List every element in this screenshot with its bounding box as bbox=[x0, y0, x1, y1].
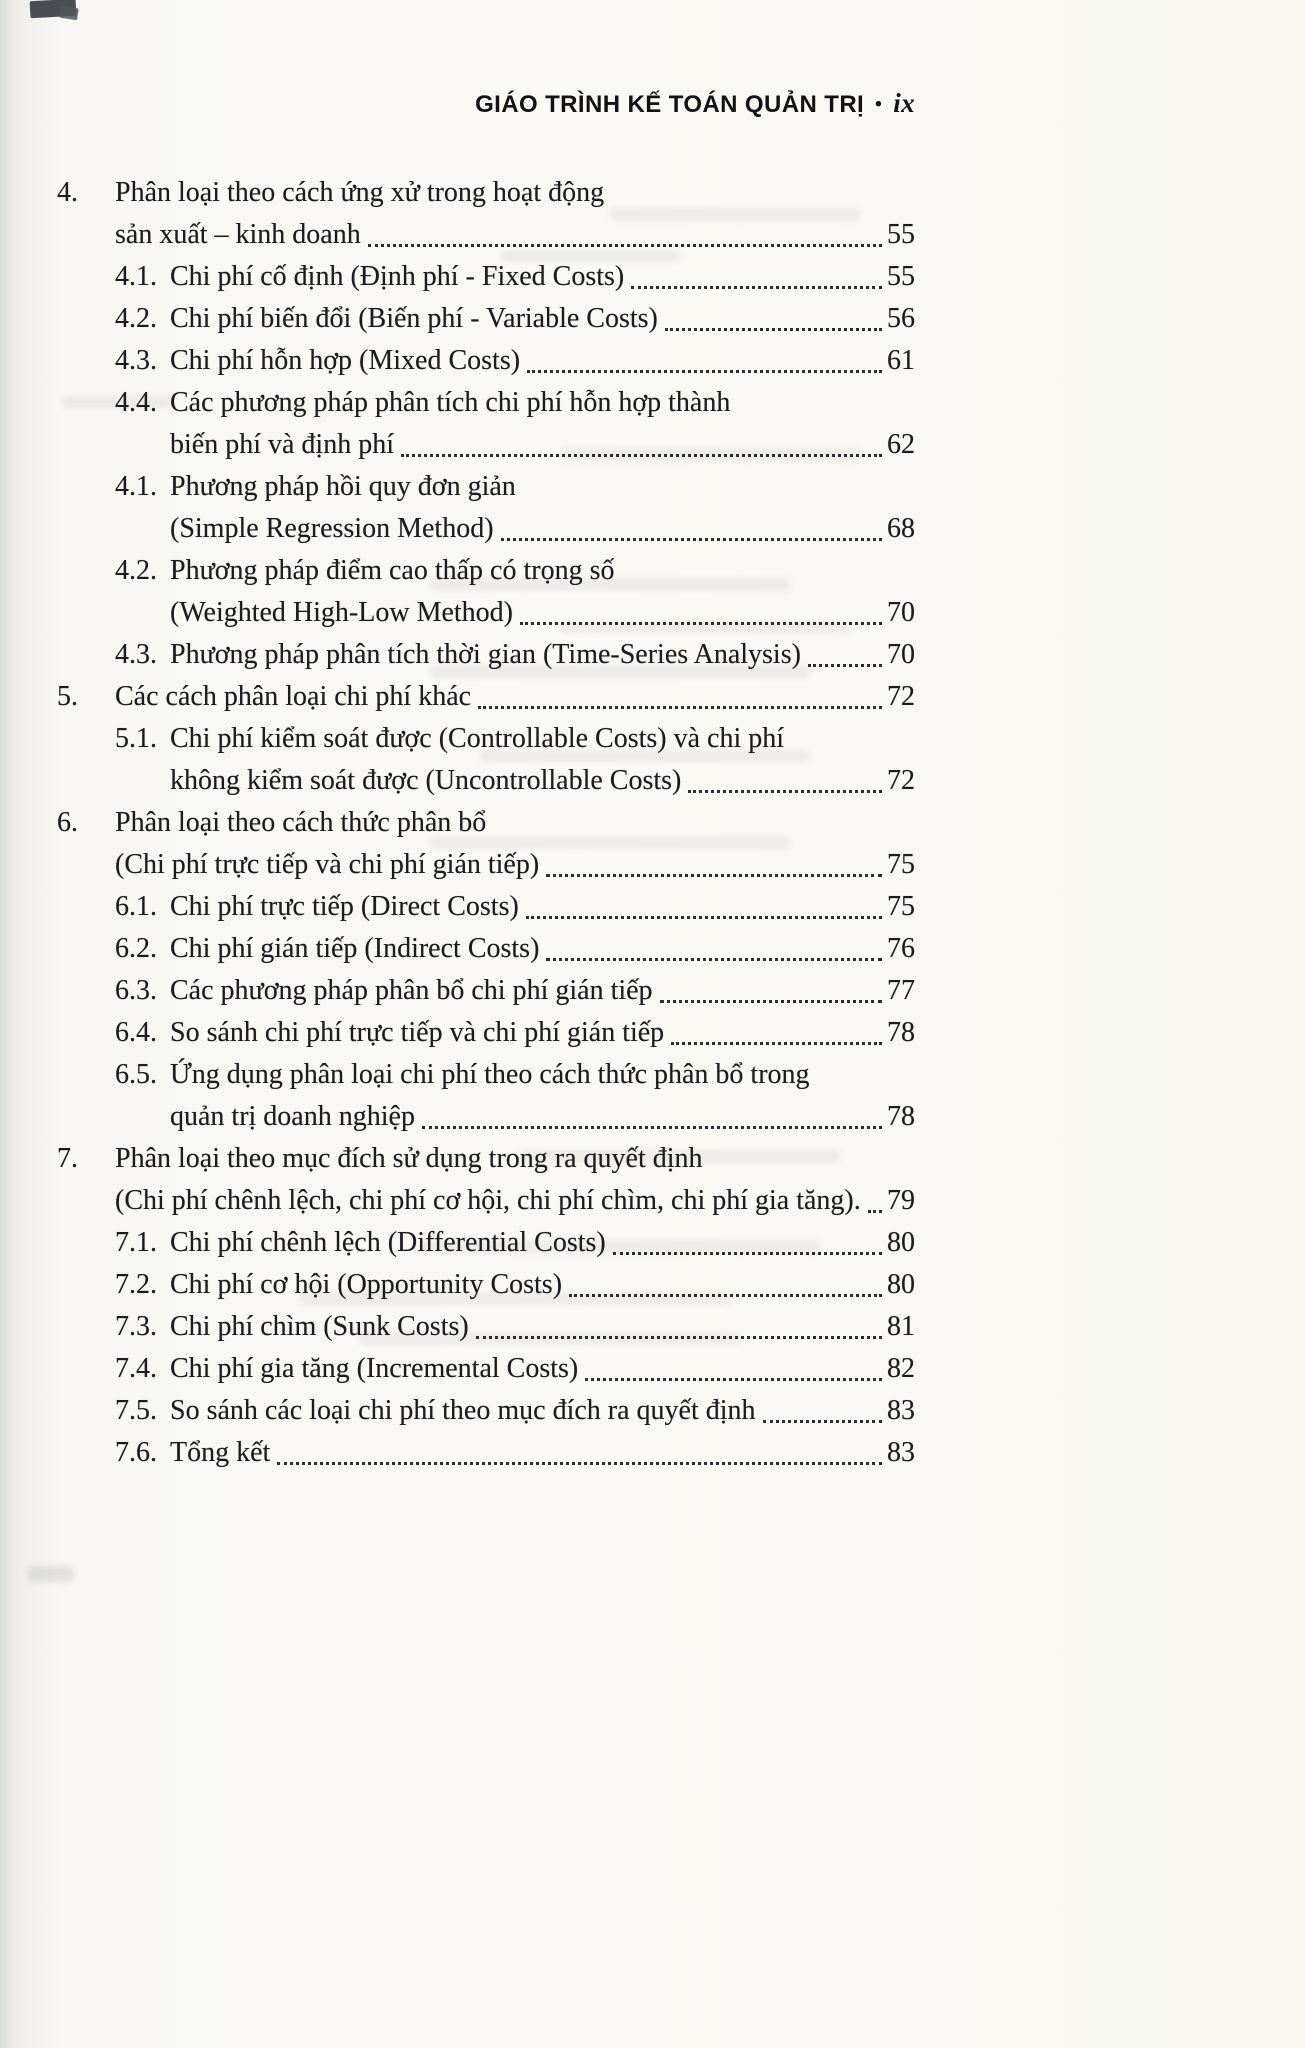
toc-entry-number: 4.3. bbox=[115, 639, 157, 670]
dot-leader bbox=[277, 1432, 882, 1465]
toc-entry-text: Các phương pháp phân tích chi phí hỗn hợp thành bbox=[170, 387, 731, 418]
toc-entry-number: 4.1. bbox=[115, 471, 157, 502]
toc-entry-text: sản xuất – kinh doanh bbox=[115, 219, 361, 250]
toc-entry bbox=[57, 172, 915, 256]
toc-page-number: 76 bbox=[887, 933, 915, 964]
toc-page-number: 82 bbox=[887, 1353, 915, 1384]
dot-leader bbox=[520, 592, 882, 625]
toc-entry bbox=[57, 382, 915, 466]
toc-entry-text: (Chi phí trực tiếp và chi phí gián tiếp) bbox=[115, 849, 540, 880]
toc-page-number: 80 bbox=[887, 1269, 915, 1300]
toc-entry-text: Chi phí chìm (Sunk Costs) bbox=[170, 1311, 469, 1342]
dot-leader bbox=[808, 634, 882, 667]
toc-entry bbox=[57, 1432, 915, 1474]
toc-page-number: 70 bbox=[887, 597, 915, 628]
toc-entry bbox=[57, 298, 915, 340]
dot-leader bbox=[401, 424, 882, 457]
toc-page-number: 56 bbox=[887, 303, 915, 334]
toc-page-number: 75 bbox=[887, 891, 915, 922]
toc-entry-text: Phương pháp phân tích thời gian (Time-Series Analysis) bbox=[170, 639, 801, 670]
toc-entry-number: 5.1. bbox=[115, 723, 157, 754]
dot-leader bbox=[660, 970, 882, 1003]
dot-leader bbox=[501, 508, 882, 541]
toc-entry bbox=[57, 340, 915, 382]
toc-entry bbox=[57, 1390, 915, 1432]
toc-entry bbox=[57, 550, 915, 634]
book-title: GIÁO TRÌNH KẾ TOÁN QUẢN TRỊ bbox=[475, 91, 865, 118]
bleed-smudge bbox=[28, 1566, 74, 1582]
toc-page-number: 83 bbox=[887, 1395, 915, 1426]
scan-artifact bbox=[59, 6, 79, 21]
toc-entry-text: Chi phí gián tiếp (Indirect Costs) bbox=[170, 933, 540, 964]
toc-entry-number: 6.1. bbox=[115, 891, 157, 922]
toc-page-number: 78 bbox=[887, 1101, 915, 1132]
toc-entry-text: Phân loại theo cách thức phân bổ bbox=[115, 807, 487, 838]
toc-entry-number: 6.3. bbox=[115, 975, 157, 1006]
toc-entry-text: (Simple Regression Method) bbox=[170, 513, 494, 544]
toc-page-number: 72 bbox=[887, 765, 915, 796]
toc-entry-text: Phân loại theo cách ứng xử trong hoạt động bbox=[115, 177, 605, 208]
toc-entry-text: (Chi phí chênh lệch, chi phí cơ hội, chi phí chìm, chi phí gia tăng). bbox=[115, 1185, 861, 1216]
toc-entry-text: Chi phí cơ hội (Opportunity Costs) bbox=[170, 1269, 563, 1300]
toc-entry bbox=[57, 256, 915, 298]
toc-entry bbox=[57, 1138, 915, 1222]
dot-leader bbox=[688, 760, 882, 793]
toc-page-number: 61 bbox=[887, 345, 915, 376]
dot-leader bbox=[613, 1222, 882, 1255]
dot-leader bbox=[546, 844, 882, 877]
toc-entry bbox=[57, 1306, 915, 1348]
toc-entry-text: Chi phí chênh lệch (Differential Costs) bbox=[170, 1227, 606, 1258]
toc-entry-number: 7.6. bbox=[115, 1437, 157, 1468]
toc-entry bbox=[57, 718, 915, 802]
toc-entry bbox=[57, 928, 915, 970]
dot-leader bbox=[546, 928, 882, 961]
toc-page-number: 80 bbox=[887, 1227, 915, 1258]
toc-entry-number: 6.4. bbox=[115, 1017, 157, 1048]
toc-entry-text: Chi phí biến đổi (Biến phí - Variable Costs) bbox=[170, 303, 658, 334]
toc-entry-text: Ứng dụng phân loại chi phí theo cách thức phân bổ trong bbox=[170, 1059, 810, 1090]
dot-leader bbox=[671, 1012, 882, 1045]
toc-entry-text: Chi phí hỗn hợp (Mixed Costs) bbox=[170, 345, 521, 376]
dot-leader bbox=[368, 214, 882, 247]
toc-page-number: 68 bbox=[887, 513, 915, 544]
toc-page-number: 72 bbox=[887, 681, 915, 712]
dot-leader bbox=[526, 886, 882, 919]
toc-entry-number: 6.2. bbox=[115, 933, 157, 964]
toc-entry bbox=[57, 466, 915, 550]
toc-entry bbox=[57, 634, 915, 676]
toc-entry bbox=[57, 1222, 915, 1264]
toc-entry-number: 7.1. bbox=[115, 1227, 157, 1258]
page-number-label: ix bbox=[893, 88, 915, 118]
toc-entry-text: biến phí và định phí bbox=[170, 429, 394, 460]
toc-entry bbox=[57, 676, 915, 718]
header-separator: • bbox=[875, 94, 883, 115]
toc-entry-text: So sánh chi phí trực tiếp và chi phí gián tiếp bbox=[170, 1017, 665, 1048]
toc-entry-number: 4.3. bbox=[115, 345, 157, 376]
toc-page-number: 75 bbox=[887, 849, 915, 880]
toc-entry-text: Các phương pháp phân bổ chi phí gián tiếp bbox=[170, 975, 653, 1006]
toc-page-number: 78 bbox=[887, 1017, 915, 1048]
toc-entry bbox=[57, 1054, 915, 1138]
toc-entry-number: 6.5. bbox=[115, 1059, 157, 1090]
toc-list bbox=[57, 172, 915, 1474]
toc-entry bbox=[57, 886, 915, 928]
toc-entry-number: 4. bbox=[57, 177, 78, 208]
toc-page-number: 62 bbox=[887, 429, 915, 460]
dot-leader bbox=[585, 1348, 882, 1381]
toc-page-number: 83 bbox=[887, 1437, 915, 1468]
page-header bbox=[475, 88, 915, 119]
toc-entry-number: 4.2. bbox=[115, 555, 157, 586]
dot-leader bbox=[868, 1180, 882, 1213]
toc-entry-number: 7.3. bbox=[115, 1311, 157, 1342]
toc-entry-text: Tổng kết bbox=[170, 1437, 271, 1468]
toc-entry-text: Phương pháp hồi quy đơn giản bbox=[170, 471, 516, 502]
dot-leader bbox=[422, 1096, 882, 1129]
dot-leader bbox=[763, 1390, 882, 1423]
toc-entry-number: 4.4. bbox=[115, 387, 157, 418]
toc-entry bbox=[57, 802, 915, 886]
toc-entry bbox=[57, 970, 915, 1012]
toc-entry-text: Phân loại theo mục đích sử dụng trong ra quyết định bbox=[115, 1143, 703, 1174]
toc-entry-number: 4.1. bbox=[115, 261, 157, 292]
toc-entry-text: Chi phí cố định (Định phí - Fixed Costs) bbox=[170, 261, 625, 292]
toc-page-number: 79 bbox=[887, 1185, 915, 1216]
toc-entry bbox=[57, 1348, 915, 1390]
toc-entry-text: (Weighted High-Low Method) bbox=[170, 597, 513, 628]
toc-entry-text: Các cách phân loại chi phí khác bbox=[115, 681, 472, 712]
toc-entry bbox=[57, 1012, 915, 1054]
toc-entry-number: 6. bbox=[57, 807, 78, 838]
toc-entry-number: 5. bbox=[57, 681, 78, 712]
dot-leader bbox=[527, 340, 882, 373]
dot-leader bbox=[569, 1264, 882, 1297]
toc-entry-number: 7.5. bbox=[115, 1395, 157, 1426]
dot-leader bbox=[631, 256, 882, 289]
toc-entry-text: Chi phí kiểm soát được (Controllable Costs) và chi phí bbox=[170, 723, 785, 754]
toc-entry-text: không kiểm soát được (Uncontrollable Costs) bbox=[170, 765, 682, 796]
toc-page-number: 70 bbox=[887, 639, 915, 670]
toc-entry-text: Chi phí trực tiếp (Direct Costs) bbox=[170, 891, 519, 922]
toc-page-number: 77 bbox=[887, 975, 915, 1006]
toc-entry-text: Chi phí gia tăng (Incremental Costs) bbox=[170, 1353, 579, 1384]
toc-entry-number: 7. bbox=[57, 1143, 78, 1174]
toc-entry-number: 7.4. bbox=[115, 1353, 157, 1384]
dot-leader bbox=[478, 676, 882, 709]
toc-entry-text: Phương pháp điểm cao thấp có trọng số bbox=[170, 555, 615, 586]
toc-entry bbox=[57, 1264, 915, 1306]
dot-leader bbox=[476, 1306, 882, 1339]
toc-entry-number: 4.2. bbox=[115, 303, 157, 334]
toc-entry-number: 7.2. bbox=[115, 1269, 157, 1300]
toc-page-number: 55 bbox=[887, 261, 915, 292]
toc-entry-text: So sánh các loại chi phí theo mục đích ra quyết định bbox=[170, 1395, 756, 1426]
toc-entry-text: quản trị doanh nghiệp bbox=[170, 1101, 415, 1132]
toc-page-number: 55 bbox=[887, 219, 915, 250]
toc-page-number: 81 bbox=[887, 1311, 915, 1342]
dot-leader bbox=[665, 298, 882, 331]
